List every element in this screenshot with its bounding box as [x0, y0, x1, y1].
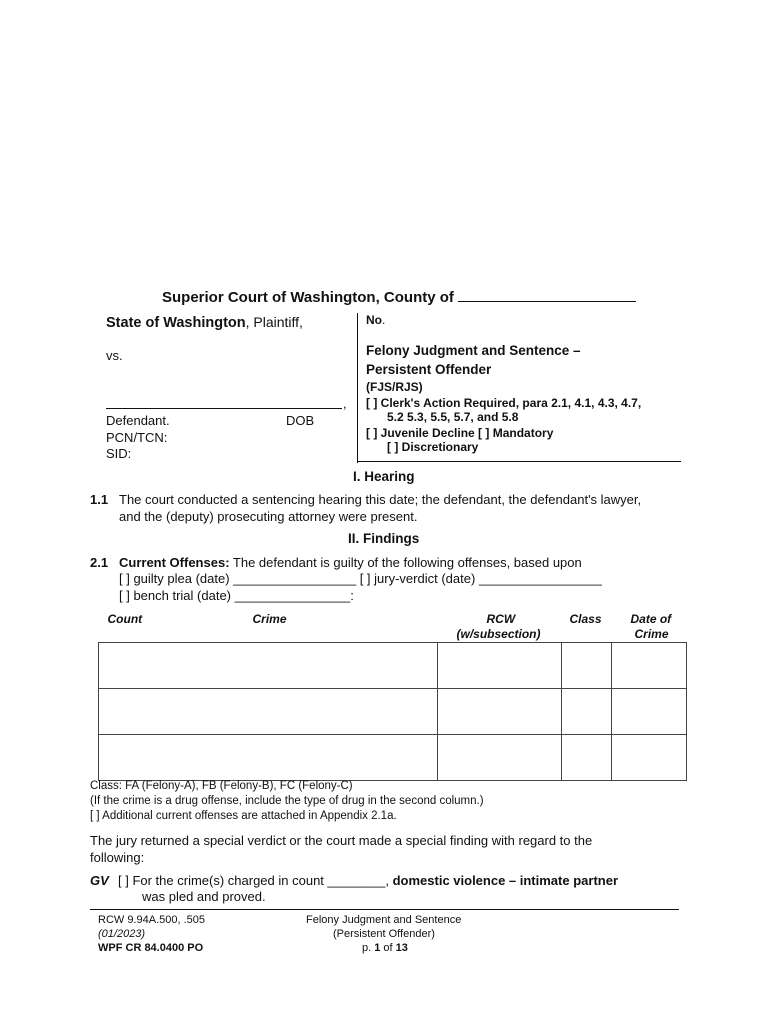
para-1-1-number: 1.1	[90, 492, 109, 507]
current-offenses-text: The defendant is guilty of the following offenses, based upon	[229, 555, 582, 570]
page-number: 1	[374, 942, 381, 954]
table-header-row	[99, 610, 687, 643]
para-2-1-text	[119, 555, 582, 570]
gv-text: [ ] For the crime(s) charged in count ________,	[118, 873, 389, 888]
col-header-rcw-2: (w/subsection)	[456, 627, 541, 641]
dob-label: DOB	[286, 413, 315, 428]
date-cell[interactable]	[612, 643, 687, 689]
col-header-date-1: Date of	[630, 612, 672, 626]
clerk-action-paras: 5.2 5.3, 5.5, 5.7, and 5.8	[387, 410, 519, 424]
rcw-cell[interactable]	[437, 689, 562, 735]
clerk-action-checkbox[interactable]: [ ] Clerk's Action Required, para 2.1, 4.1, 4.3, 4.7,	[366, 396, 642, 410]
table-row	[99, 735, 687, 781]
col-header-rcw-1: RCW	[486, 612, 516, 626]
page-of: of	[380, 942, 396, 954]
footer-rcw: RCW 9.94A.500, .505	[98, 914, 206, 926]
vs-text: vs.	[106, 348, 123, 363]
class-note: Class: FA (Felony-A), FB (Felony-B), FC (Felony-C)	[90, 780, 353, 792]
plaintiff-label: , Plaintiff,	[245, 314, 303, 330]
juvenile-decline-checkbox[interactable]: [ ] Juvenile Decline [ ] Mandatory	[366, 426, 554, 440]
doc-code: (FJS/RJS)	[366, 380, 423, 394]
caption-bottom-rule	[357, 461, 681, 462]
doc-title-2: Persistent Offender	[366, 362, 492, 377]
para-1-1-text-2: and the (deputy) prosecuting attorney were present.	[119, 509, 418, 524]
footer-title-2: (Persistent Offender)	[333, 928, 435, 940]
pcn-label: PCN/TCN:	[106, 430, 168, 445]
page-total: 13	[395, 942, 408, 954]
footer-page	[362, 942, 408, 954]
class-cell[interactable]	[562, 643, 612, 689]
case-number-label	[366, 313, 385, 327]
bench-trial-line[interactable]: [ ] bench trial (date) ________________:	[119, 588, 354, 603]
caption-divider	[357, 313, 358, 463]
para-1-1-text-1: The court conducted a sentencing hearing this date; the defendant, the defendant's lawyer,	[119, 492, 642, 507]
section-hearing-heading: I. Hearing	[353, 469, 415, 484]
doc-title-1: Felony Judgment and Sentence –	[366, 343, 581, 358]
rcw-cell[interactable]	[437, 643, 562, 689]
no-dot: .	[382, 313, 386, 327]
defendant-name-blank[interactable]	[106, 398, 342, 409]
crime-cell[interactable]	[99, 735, 438, 781]
table-header-cell	[99, 610, 687, 643]
drug-note: (If the crime is a drug offense, include the type of drug in the second column.)	[90, 795, 484, 807]
court-title	[162, 287, 636, 306]
footer-title-1: Felony Judgment and Sentence	[306, 914, 462, 926]
crime-cell[interactable]	[99, 689, 438, 735]
col-header-date-2: Crime	[634, 627, 669, 641]
gv-bold-text: domestic violence – intimate partner	[388, 873, 619, 888]
special-verdict-text-2: following:	[90, 850, 145, 865]
col-header-count: Count	[107, 612, 143, 626]
section-findings-heading: II. Findings	[348, 531, 420, 546]
page-prefix: p.	[362, 942, 375, 954]
col-header-class: Class	[569, 612, 602, 626]
offenses-table	[98, 610, 687, 781]
current-offenses-label: Current Offenses:	[119, 555, 230, 570]
gv-label: GV	[90, 873, 109, 888]
footer-date: (01/2023)	[98, 928, 146, 940]
plaintiff-line	[106, 314, 303, 331]
gv-checkbox-line[interactable]	[118, 873, 618, 888]
table-row	[99, 643, 687, 689]
defendant-comma: ,	[343, 396, 347, 411]
discretionary-checkbox[interactable]: [ ] Discretionary	[387, 440, 479, 454]
para-2-1-number: 2.1	[90, 555, 109, 570]
sid-label: SID:	[106, 446, 132, 461]
state-name: State of Washington	[106, 315, 246, 331]
footer-form-number: WPF CR 84.0400 PO	[98, 942, 204, 954]
court-title-text: Superior Court of Washington, County of	[162, 289, 454, 306]
gv-text-2: was pled and proved.	[142, 889, 266, 904]
class-cell[interactable]	[562, 735, 612, 781]
rcw-cell[interactable]	[437, 735, 562, 781]
date-cell[interactable]	[612, 735, 687, 781]
table-row	[99, 689, 687, 735]
crime-cell[interactable]	[99, 643, 438, 689]
county-blank[interactable]	[458, 287, 636, 302]
special-verdict-text-1: The jury returned a special verdict or the court made a special finding with regard to the	[90, 833, 593, 848]
col-header-crime: Crime	[252, 612, 287, 626]
defendant-label: Defendant.	[106, 413, 170, 428]
no-text: No	[366, 313, 382, 327]
footer-rule	[90, 909, 679, 910]
date-cell[interactable]	[612, 689, 687, 735]
appendix-checkbox[interactable]: [ ] Additional current offenses are attached in Appendix 2.1a.	[90, 810, 397, 822]
plea-verdict-line[interactable]: [ ] guilty plea (date) _________________ [ ] jury-verdict (date) _________________	[119, 571, 602, 586]
class-cell[interactable]	[562, 689, 612, 735]
